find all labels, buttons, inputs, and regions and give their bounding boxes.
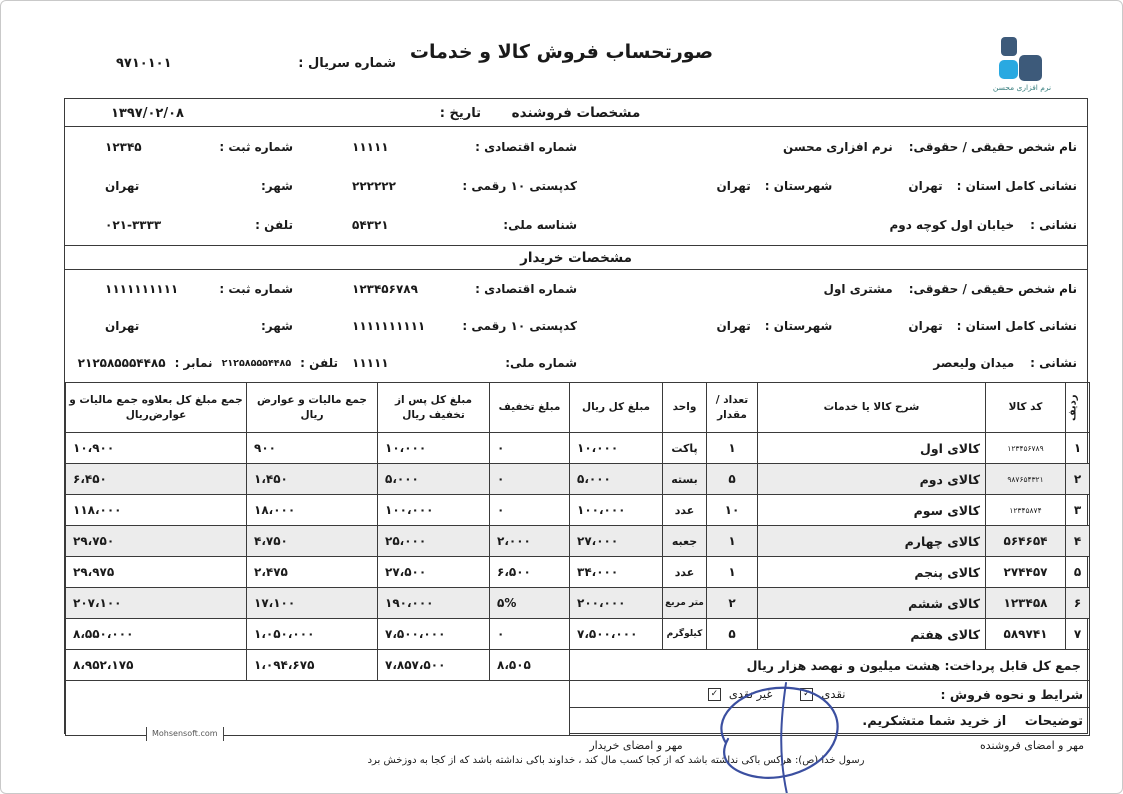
cell-after-discount: ۵،۰۰۰ (378, 464, 490, 495)
cell-quantity: ۱۰ (707, 495, 758, 526)
cell-unit: بسته (663, 464, 707, 495)
seller-signature-label: مهر و امضای فروشنده (980, 739, 1084, 752)
cell-row-number: ۴ (1066, 526, 1090, 557)
seller-province-label: نشانی کامل استان : (956, 178, 1077, 193)
buyer-registration-label: شماره ثبت : (219, 281, 293, 296)
buyer-registration-field (65, 270, 297, 307)
cell-grand-total: ۱۱۸،۰۰۰ (66, 495, 247, 526)
table-header-row (66, 383, 1090, 433)
cell-discount: ۰ (490, 464, 570, 495)
header-description: شرح کالا یا خدمات (758, 383, 986, 433)
cell-quantity: ۲ (707, 588, 758, 619)
seller-province-field (577, 166, 1087, 205)
cash-label: نقدی (821, 687, 846, 701)
buyer-phone-label: تلفن : (300, 356, 338, 371)
buyer-name-value: مشتری اول (823, 281, 893, 296)
cell-grand-total: ۲۰۷،۱۰۰ (66, 588, 247, 619)
buyer-county-value: تهران (716, 318, 751, 333)
cell-tax: ۴،۷۵۰ (247, 526, 378, 557)
cell-unit: عدد (663, 495, 707, 526)
header-product-code: کد کالا (986, 383, 1066, 433)
cell-grand-total: ۶،۴۵۰ (66, 464, 247, 495)
invoice-date (111, 99, 481, 127)
hadith-text: رسول خدا (ص): هرکس باکی نداشته باشد که از کجا کسب مال کند ، خداوند باکی نداشته باشد که از کجا به دوزخش برد (367, 755, 865, 766)
company-logo-icon (986, 34, 1058, 96)
buyer-address-label: نشانی : (1030, 356, 1077, 371)
items-table (65, 382, 1090, 736)
cell-tax: ۱۷،۱۰۰ (247, 588, 378, 619)
cell-tax: ۱،۰۵۰،۰۰۰ (247, 619, 378, 650)
buyer-economic-value: ۱۲۳۴۵۶۷۸۹ (352, 281, 418, 296)
cell-description: کالای ششم (758, 588, 986, 619)
cell-tax: ۱،۴۵۰ (247, 464, 378, 495)
date-value: ۱۳۹۷/۰۲/۰۸ (111, 105, 184, 121)
table-row (66, 433, 1090, 464)
cell-discount: ۵% (490, 588, 570, 619)
cell-grand-total: ۱۰،۹۰۰ (66, 433, 247, 464)
seller-phone-label: تلفن : (255, 218, 293, 233)
table-row (66, 464, 1090, 495)
empty-cell (66, 681, 570, 736)
logo-square-dark-big (1019, 55, 1042, 81)
cell-discount: ۲،۰۰۰ (490, 526, 570, 557)
buyer-national-id-value: ۱۱۱۱۱ (352, 356, 389, 371)
seller-county-label: شهرستان : (764, 178, 833, 193)
header-tax: جمع مالیات و عوارض ریال (247, 383, 378, 433)
buyer-city-value: تهران (105, 318, 140, 333)
seller-address-label: نشانی : (1030, 218, 1077, 233)
payable-in-words: جمع کل قابل پرداخت: هشت میلیون و نهصد هزار ریال (570, 650, 1090, 681)
seller-national-id-label: شناسه ملی: (503, 218, 577, 233)
buyer-county-label: شهرستان : (764, 318, 833, 333)
seller-phone-value: ۰۲۱-۳۳۳۳ (105, 218, 162, 233)
buyer-province-label: نشانی کامل استان : (956, 318, 1077, 333)
buyer-postal-label: کدپستی ۱۰ رقمی : (462, 318, 577, 333)
buyer-postal-field (297, 307, 577, 344)
serial-label: شماره سریال : (298, 56, 396, 71)
cell-row-number: ۵ (1066, 557, 1090, 588)
cell-row-number: ۷ (1066, 619, 1090, 650)
logo-square-dark-top (1001, 37, 1017, 56)
cell-row-number: ۳ (1066, 495, 1090, 526)
serial-value: ۹۷۱۰۱۰۱ (116, 56, 172, 71)
cell-description: کالای دوم (758, 464, 986, 495)
serial-number (116, 56, 396, 71)
seller-economic-field (297, 127, 577, 166)
seller-national-id-value: ۵۴۳۲۱ (352, 218, 389, 233)
table-row (66, 526, 1090, 557)
table-row (66, 588, 1090, 619)
terms-row (66, 681, 1090, 708)
cell-description: کالای پنجم (758, 557, 986, 588)
header-total-amount: مبلغ کل ریال (570, 383, 663, 433)
cash-checkbox[interactable]: ✓ (800, 688, 813, 701)
seller-name-value: نرم افزاری محسن (783, 139, 893, 154)
noncash-label: غیر نقدی (728, 687, 773, 701)
buyer-national-id-label: شماره ملی: (505, 356, 577, 371)
seller-name-label: نام شخص حقیقی / حقوقی: (908, 139, 1077, 154)
cell-description: کالای چهارم (758, 526, 986, 557)
buyer-address-field (577, 345, 1087, 382)
header-grand-total: جمع مبلغ کل بعلاوه جمع مالیات و عوارض‌ریال (66, 383, 247, 433)
cell-discount: ۰ (490, 433, 570, 464)
seller-info (65, 127, 1087, 245)
buyer-signature-label: مهر و امضای خریدار (589, 739, 683, 752)
cell-product-code: ۵۶۴۶۵۴ (986, 526, 1066, 557)
cell-total-amount: ۷،۵۰۰،۰۰۰ (570, 619, 663, 650)
cell-row-number: ۶ (1066, 588, 1090, 619)
cell-row-number: ۲ (1066, 464, 1090, 495)
seller-section-header (65, 99, 1087, 127)
cell-quantity: ۵ (707, 619, 758, 650)
seller-economic-value: ۱۱۱۱۱ (352, 139, 389, 154)
seller-registration-value: ۱۲۳۴۵ (105, 139, 142, 154)
buyer-fax-value: ۲۱۲۵۸۵۵۵۴۴۸۵ (77, 356, 166, 371)
cell-unit: جعبه (663, 526, 707, 557)
cell-description: کالای اول (758, 433, 986, 464)
cell-after-discount: ۱۰۰،۰۰۰ (378, 495, 490, 526)
buyer-info (65, 270, 1087, 382)
terms-label: شرایط و نحوه فروش : (940, 686, 1083, 702)
cell-total-amount: ۳۴،۰۰۰ (570, 557, 663, 588)
cell-description: کالای هفتم (758, 619, 986, 650)
cell-discount: ۶،۵۰۰ (490, 557, 570, 588)
totals-row (66, 650, 1090, 681)
notes-value: از خرید شما متشکریم. (862, 714, 1007, 729)
cell-quantity: ۱ (707, 433, 758, 464)
noncash-checkbox[interactable]: ✓ (708, 688, 721, 701)
cell-row-number: ۱ (1066, 433, 1090, 464)
cell-tax: ۱۸،۰۰۰ (247, 495, 378, 526)
seller-postal-label: کدپستی ۱۰ رقمی : (462, 178, 577, 193)
seller-city-field (65, 166, 297, 205)
buyer-address-value: میدان ولیعصر (933, 356, 1015, 371)
total-discount: ۸،۵۰۵ (490, 650, 570, 681)
cell-after-discount: ۱۰،۰۰۰ (378, 433, 490, 464)
logo-caption: نرم افزاری محسن (992, 83, 1052, 92)
seller-province-value: تهران (908, 178, 943, 193)
buyer-postal-value: ۱۱۱۱۱۱۱۱۱۱ (352, 318, 426, 333)
cell-product-code: ۹۸۷۶۵۴۳۲۱ (986, 464, 1066, 495)
buyer-city-label: شهر: (261, 318, 293, 333)
seller-county-value: تهران (716, 178, 751, 193)
seller-section-title: مشخصات فروشنده (511, 104, 641, 121)
cell-after-discount: ۱۹۰،۰۰۰ (378, 588, 490, 619)
table-row (66, 557, 1090, 588)
header-discount: مبلغ تخفیف (490, 383, 570, 433)
logo-square-light-blue (999, 60, 1018, 79)
header-after-discount: مبلغ کل پس از تخفیف ریال (378, 383, 490, 433)
table-row (66, 495, 1090, 526)
cell-product-code: ۲۷۴۴۵۷ (986, 557, 1066, 588)
seller-name-field (577, 127, 1087, 166)
total-tax: ۱،۰۹۴،۶۷۵ (247, 650, 378, 681)
cell-quantity: ۱ (707, 557, 758, 588)
cell-total-amount: ۲۰۰،۰۰۰ (570, 588, 663, 619)
cell-grand-total: ۲۹،۷۵۰ (66, 526, 247, 557)
cell-tax: ۲،۴۷۵ (247, 557, 378, 588)
buyer-name-field (577, 270, 1087, 307)
buyer-section-header (65, 245, 1087, 270)
buyer-city-field (65, 307, 297, 344)
buyer-name-label: نام شخص حقیقی / حقوقی: (908, 281, 1077, 296)
header-quantity: تعداد / مقدار (707, 383, 758, 433)
seller-city-label: شهر: (261, 178, 293, 193)
cell-after-discount: ۷،۵۰۰،۰۰۰ (378, 619, 490, 650)
cell-quantity: ۵ (707, 464, 758, 495)
seller-registration-field (65, 127, 297, 166)
cell-product-code: ۱۲۳۴۵۸ (986, 588, 1066, 619)
cell-tax: ۹۰۰ (247, 433, 378, 464)
seller-phone-field (65, 206, 297, 245)
buyer-fax-label: نمابر : (174, 356, 213, 371)
cell-discount: ۰ (490, 619, 570, 650)
seller-city-value: تهران (105, 178, 140, 193)
table-row (66, 619, 1090, 650)
cell-unit: عدد (663, 557, 707, 588)
handwritten-signature (696, 679, 851, 794)
cell-grand-total: ۲۹،۹۷۵ (66, 557, 247, 588)
buyer-phone-fax-field (65, 345, 342, 382)
cell-grand-total: ۸،۵۵۰،۰۰۰ (66, 619, 247, 650)
seller-economic-label: شماره اقتصادی : (475, 139, 577, 154)
cell-unit: متر مربع (663, 588, 707, 619)
invoice-body (64, 98, 1088, 734)
cell-total-amount: ۱۰۰،۰۰۰ (570, 495, 663, 526)
buyer-section-title: مشخصات خریدار (520, 249, 632, 266)
cell-total-amount: ۱۰،۰۰۰ (570, 433, 663, 464)
buyer-province-field (577, 307, 1087, 344)
cell-unit: کیلوگرم (663, 619, 707, 650)
buyer-economic-field (297, 270, 577, 307)
cell-after-discount: ۲۷،۵۰۰ (378, 557, 490, 588)
seller-address-value: خیابان اول کوچه دوم (889, 218, 1015, 233)
buyer-phone-value: ۲۱۲۵۸۵۵۵۴۴۸۵ (221, 357, 292, 369)
buyer-province-value: تهران (908, 318, 943, 333)
buyer-economic-label: شماره اقتصادی : (475, 281, 577, 296)
seller-address-field (577, 206, 1087, 245)
buyer-registration-value: ۱۱۱۱۱۱۱۱۱۱ (105, 281, 179, 296)
cell-product-code: ۱۲۳۴۵۸۷۴ (986, 495, 1066, 526)
page-title: صورتحساب فروش کالا و خدمات (409, 41, 714, 63)
watermark-label: Mohsensoft.com (146, 727, 224, 741)
cell-quantity: ۱ (707, 526, 758, 557)
cell-after-discount: ۲۵،۰۰۰ (378, 526, 490, 557)
header-unit: واحد (663, 383, 707, 433)
cell-total-amount: ۲۷،۰۰۰ (570, 526, 663, 557)
date-label: تاریخ : (439, 105, 481, 121)
cell-discount: ۰ (490, 495, 570, 526)
grand-total: ۸،۹۵۲،۱۷۵ (66, 650, 247, 681)
notes-label: توضیحات (1024, 714, 1083, 729)
seller-postal-field (297, 166, 577, 205)
cell-product-code: ۱۲۳۴۵۶۷۸۹ (986, 433, 1066, 464)
cell-unit: پاکت (663, 433, 707, 464)
cell-product-code: ۵۸۹۷۴۱ (986, 619, 1066, 650)
cell-total-amount: ۵،۰۰۰ (570, 464, 663, 495)
cell-description: کالای سوم (758, 495, 986, 526)
seller-postal-value: ۲۲۲۲۲۲ (352, 178, 396, 193)
total-after-discount: ۷،۸۵۷،۵۰۰ (378, 650, 490, 681)
header-row-number: ردیف (1066, 383, 1090, 433)
seller-registration-label: شماره ثبت : (219, 139, 293, 154)
seller-national-id-field (297, 206, 577, 245)
